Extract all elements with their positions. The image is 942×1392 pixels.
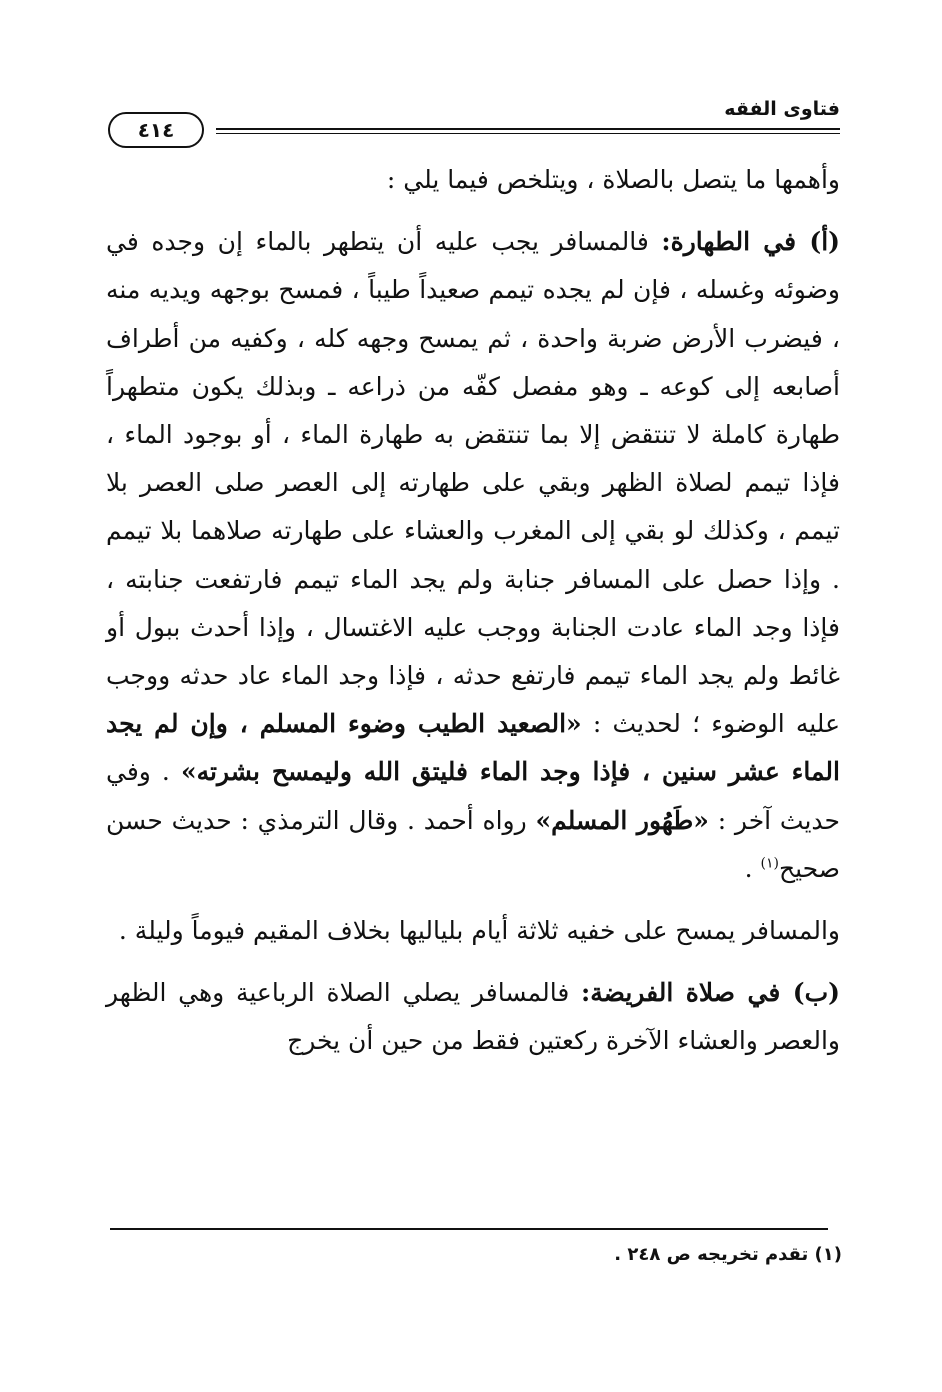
purification-text-3: رواه أحمد . وقال الترمذي : حديث حسن صحيح	[106, 805, 840, 883]
purification-text-end: .	[744, 853, 761, 883]
section-b-label: (ب) في صلاة الفريضة:	[581, 978, 840, 1008]
footnote-reference[interactable]: (١)	[760, 855, 779, 872]
page-header	[108, 98, 840, 148]
page-number-badge	[108, 112, 204, 148]
header-rule-thin	[216, 133, 840, 134]
purification-paragraph	[106, 218, 840, 893]
footnote-divider	[110, 1228, 828, 1230]
main-text	[106, 156, 840, 1066]
prayer-paragraph	[106, 969, 840, 1065]
purification-text-2: . وفي حديث آخر :	[106, 757, 840, 835]
hadith-quote-2: «طَهُور المسلم»	[535, 805, 709, 835]
running-title: فتاوى الفقه	[724, 98, 840, 120]
page-number: ٤١٤	[137, 118, 175, 142]
prayer-text: فالمسافر يصلي الصلاة الرباعية وهي الظهر والعصر والعشاء الآخرة ركعتين فقط من حين أن يخرج	[106, 978, 840, 1056]
section-a-label: (أ) في الطهارة:	[661, 227, 840, 257]
intro-paragraph: وأهمها ما يتصل بالصلاة ، ويتلخص فيما يلي :	[386, 165, 840, 194]
footnote: (١) تقدم تخريجه ص ٢٤٨ .	[614, 1244, 842, 1265]
purification-text: فالمسافر يجب عليه أن يتطهر بالماء إن وجده في وضوئه وغسله ، فإن لم يجده تيمم صعيداً طيباً ، فمسح بوجهه ويديه منه ، فيضرب الأرض ضربة واحدة ، ثم يمسح وجهه كله ، وكفيه من أطراف أصابعه إلى كوعه ـ وهو مفصل كفّه من ذراعه ـ وبذلك يكون متطهراً طهارة كاملة لا تنتقض إلا بما تنتقض به طهارة الماء ، أو بوجود الماء ، فإذا تيمم لصلاة الظهر وبقي على طهارته إلى العصر صلى العصر بلا تيمم ، وكذلك لو بقي إلى المغرب والعشاء على طهارته صلاهما بلا تيمم . وإذا حصل على المسافر جنابة ولم يجد الماء تيمم فارتفعت جنابته ، فإذا وجد الماء عادت الجنابة ووجب عليه الاغتسال ، وإذا أحدث ببول أو غائط ولم يجد الماء تيمم فارتفع حدثه ، فإذا وجد الماء عاد حدثه ووجب عليه الوضوء ؛ لحديث :	[106, 227, 840, 739]
khuff-paragraph: والمسافر يمسح على خفيه ثلاثة أيام بلياليها بخلاف المقيم فيوماً وليلة .	[118, 916, 840, 946]
header-rule	[216, 128, 840, 130]
hadith-quote: «الصعيد الطيب وضوء المسلم ، وإن لم يجد الماء عشر سنين ، فإذا وجد الماء فليتق الله وليمسح بشرته»	[106, 709, 840, 787]
